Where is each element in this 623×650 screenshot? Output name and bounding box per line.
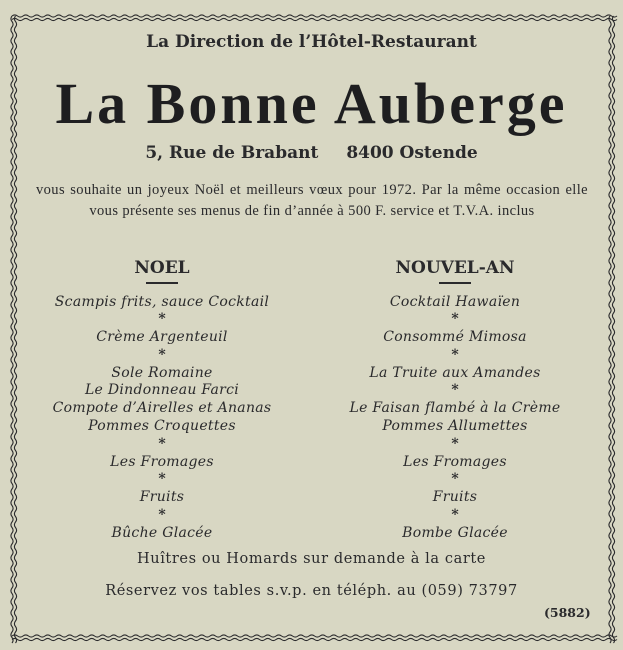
menu-item: Scampis frits, sauce Cocktail	[54, 293, 270, 310]
star-separator: *	[158, 311, 166, 328]
menu-item: Pommes Croquettes	[88, 418, 236, 435]
restaurant-name: La Bonne Auberge	[55, 71, 568, 136]
star-separator: *	[451, 346, 459, 363]
street-address: 5, Rue de Brabant	[145, 143, 319, 163]
star-separator: *	[451, 382, 459, 399]
city: 8400 Ostende	[346, 143, 478, 163]
menu-item: Pommes Allumettes	[382, 418, 528, 435]
menu-item: Cocktail Hawaïen	[389, 293, 521, 310]
border-line	[12, 18, 617, 20]
menu-item: Fruits	[139, 489, 185, 506]
border-line	[12, 635, 617, 637]
menu-item: Le Dindonneau Farci	[84, 382, 240, 399]
star-separator: *	[451, 311, 459, 328]
menu-item: Le Faisan flambé à la Crème	[349, 400, 561, 417]
border-line	[12, 15, 617, 17]
extra-offer: Huîtres ou Homards sur demande à la carte	[137, 551, 486, 567]
star-separator: *	[158, 346, 166, 363]
greeting-paragraph: vous souhaite un joyeux Noël et meilleurs vœux pour 1972. Par la même occasion elle vous présente ses menus de fin d’année à 500 F. service et T.V.A. inclus	[36, 182, 588, 219]
intro-line: La Direction de l’Hôtel-Restaurant	[146, 32, 477, 52]
star-separator: *	[158, 507, 166, 524]
star-separator: *	[158, 435, 166, 452]
menu-item: Les Fromages	[110, 453, 214, 470]
star-separator: *	[451, 507, 459, 524]
menu-item: Bombe Glacée	[402, 524, 508, 541]
star-separator: *	[451, 471, 459, 488]
star-separator: *	[158, 471, 166, 488]
menu-item: Les Fromages	[403, 453, 507, 470]
ad-reference: (5882)	[544, 605, 591, 620]
menu-item: Compote d’Airelles et Ananas	[52, 400, 272, 417]
menu-item: Fruits	[432, 489, 478, 506]
menu-item: Crème Argenteuil	[96, 329, 228, 346]
menu-item: Bûche Glacée	[111, 524, 213, 541]
menu-nouvel-an	[305, 258, 605, 543]
divider	[439, 282, 471, 284]
menu-title: NOEL	[134, 258, 190, 278]
menu-item: La Truite aux Amandes	[369, 364, 541, 381]
star-separator: *	[451, 435, 459, 452]
menu-noel	[12, 258, 312, 543]
menu-item: Consommé Mimosa	[383, 329, 527, 346]
border-line	[12, 638, 617, 640]
reservation-line: Réservez vos tables s.v.p. en téléph. au (059) 73797	[105, 583, 518, 599]
address-line	[0, 143, 623, 163]
divider	[146, 282, 178, 284]
menu-item: Sole Romaine	[111, 364, 213, 381]
menu-title: NOUVEL-AN	[395, 258, 515, 278]
